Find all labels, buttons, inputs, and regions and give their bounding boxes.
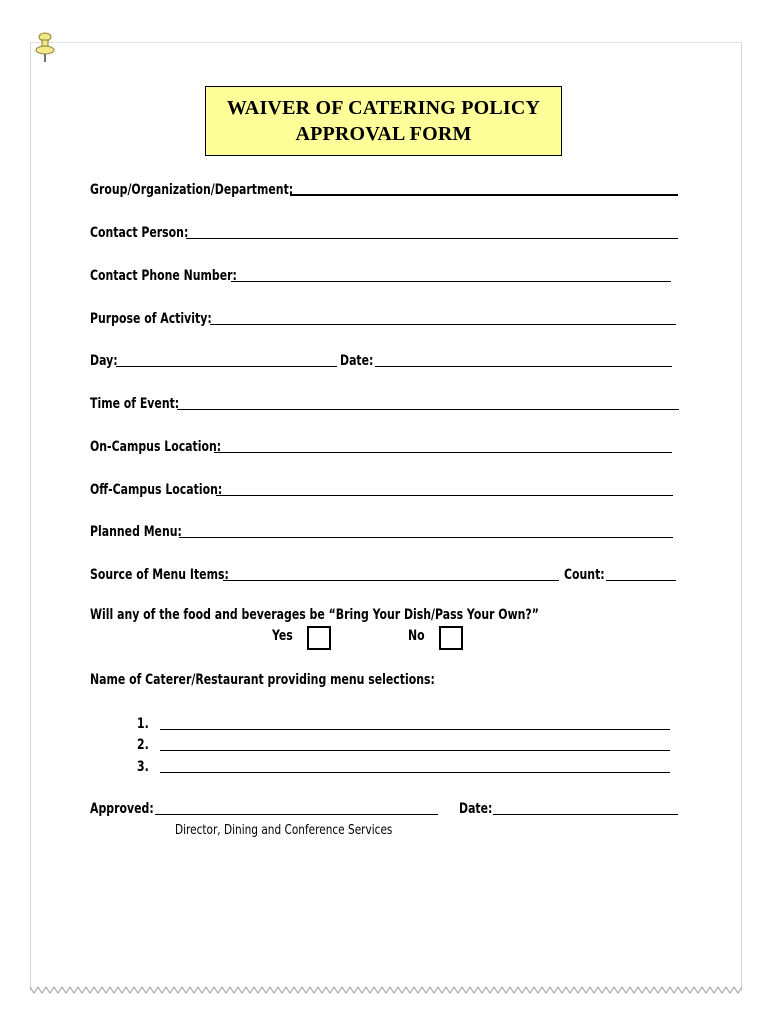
- count-input-line[interactable]: [606, 580, 676, 581]
- menu-field: [90, 522, 673, 540]
- caterer-number-2: 2.: [137, 737, 149, 753]
- source-label: Source of Menu Items:: [90, 567, 229, 583]
- pushpin-icon: [32, 30, 58, 64]
- approval-date-input-line[interactable]: [493, 814, 678, 815]
- day-input-line[interactable]: [116, 366, 337, 367]
- off-campus-input-line[interactable]: [216, 495, 673, 496]
- day-label: Day:: [90, 353, 118, 369]
- caterer-input-line-3[interactable]: [160, 772, 670, 773]
- no-option: [408, 628, 438, 646]
- yes-checkbox[interactable]: [307, 626, 331, 650]
- menu-input-line[interactable]: [179, 537, 673, 538]
- form-title-line-2: APPROVAL FORM: [295, 123, 472, 145]
- approved-label: Approved:: [90, 801, 154, 817]
- yes-label: Yes: [272, 628, 293, 644]
- day-date-field: [90, 351, 672, 369]
- time-input-line[interactable]: [177, 409, 679, 410]
- group-input-line[interactable]: [290, 194, 678, 196]
- approval-field: [90, 799, 678, 817]
- purpose-input-line[interactable]: [210, 324, 676, 325]
- form-title-box: [205, 86, 562, 156]
- question-text: Will any of the food and beverages be “Bring Your Dish/Pass Your Own?”: [90, 607, 539, 623]
- approved-signature-line[interactable]: [155, 814, 438, 815]
- date-label: Date:: [340, 353, 374, 369]
- on-campus-input-line[interactable]: [214, 452, 672, 453]
- time-field: [90, 394, 679, 412]
- source-input-line[interactable]: [223, 580, 559, 581]
- approval-date-label: Date:: [459, 801, 493, 817]
- caterer-input-line-1[interactable]: [160, 729, 670, 730]
- purpose-label: Purpose of Activity:: [90, 311, 212, 327]
- torn-page-edge: [30, 982, 742, 996]
- caterer-entry-1: [137, 714, 670, 732]
- caterer-number-3: 3.: [137, 759, 149, 775]
- group-label: Group/Organization/Department:: [90, 182, 294, 198]
- caterer-input-line-2[interactable]: [160, 750, 670, 751]
- off-campus-label: Off-Campus Location:: [90, 482, 223, 498]
- no-checkbox[interactable]: [439, 626, 463, 650]
- date-input-line[interactable]: [375, 366, 672, 367]
- menu-label: Planned Menu:: [90, 524, 182, 540]
- caterer-number-1: 1.: [137, 716, 149, 732]
- caterer-entry-2: [137, 735, 670, 753]
- count-label: Count:: [564, 567, 605, 583]
- contact-phone-field: [90, 266, 671, 284]
- contact-person-label: Contact Person:: [90, 225, 189, 241]
- contact-phone-label: Contact Phone Number:: [90, 268, 237, 284]
- signer-title-text: Director, Dining and Conference Services: [175, 822, 393, 838]
- off-campus-field: [90, 480, 673, 498]
- purpose-field: [90, 309, 676, 327]
- bring-your-dish-question: [90, 607, 690, 625]
- contact-phone-input-line[interactable]: [231, 281, 671, 282]
- contact-person-input-line[interactable]: [186, 238, 678, 239]
- caterer-entry-3: [137, 757, 670, 775]
- on-campus-label: On-Campus Location:: [90, 439, 222, 455]
- source-count-field: [90, 565, 676, 583]
- contact-person-field: [90, 223, 678, 241]
- yes-option: [272, 628, 312, 646]
- no-label: No: [408, 628, 425, 644]
- caterer-heading-text: Name of Caterer/Restaurant providing menu selections:: [90, 672, 435, 688]
- on-campus-field: [90, 437, 672, 455]
- time-label: Time of Event:: [90, 396, 180, 412]
- group-field: [90, 180, 678, 198]
- caterer-heading: [90, 672, 590, 690]
- form-title-line-1: WAIVER OF CATERING POLICY: [226, 97, 541, 119]
- signer-title: [175, 822, 475, 840]
